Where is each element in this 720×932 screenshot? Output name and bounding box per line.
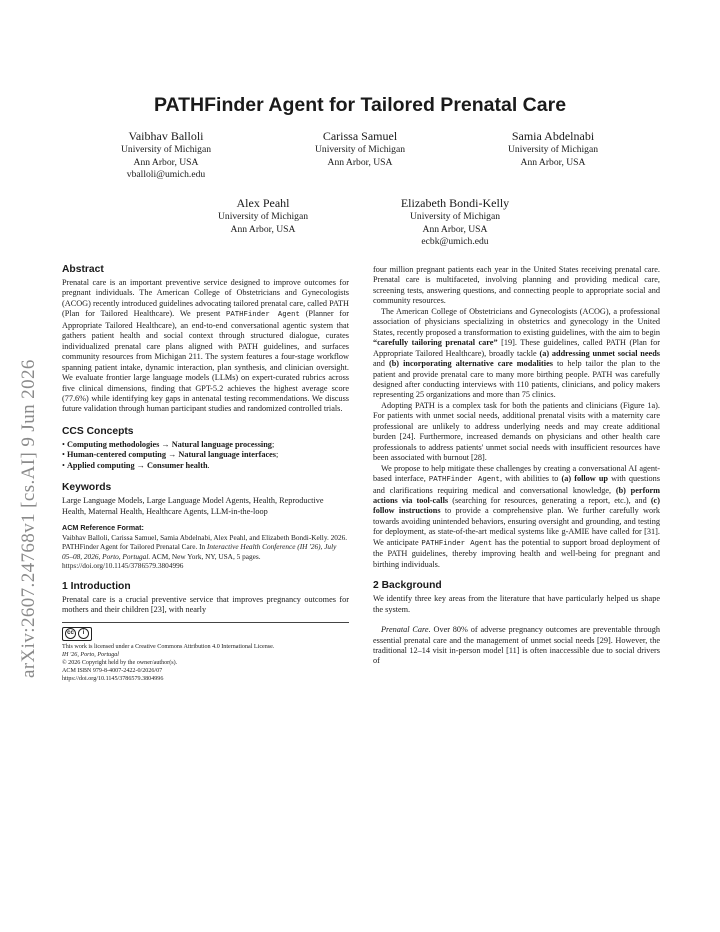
author-name: Vaibhav Balloli bbox=[128, 129, 204, 143]
author-block bbox=[76, 129, 256, 182]
keywords-heading: Keywords bbox=[62, 482, 112, 494]
intro-continued: four million pregnant patients each year in the United States receiving prenatal care. Prenatal care is multifaceted, involving planning and providing medical care, screening tests, answering questions, and connecting people to appropriate social and community resources. bbox=[373, 265, 660, 306]
section-introduction-heading: 1 Introduction bbox=[62, 580, 131, 592]
author-name: Samia Abdelnabi bbox=[511, 129, 595, 143]
author-location: Ann Arbor, USA bbox=[133, 156, 199, 168]
author-name: Carissa Samuel bbox=[322, 129, 398, 143]
author-location: Ann Arbor, USA bbox=[422, 223, 488, 235]
ccs-item: • Applied computing → Consumer health. bbox=[62, 460, 210, 470]
intro-paragraph-proposal: We propose to help mitigate these challenges by creating a conversational AI agent-based interface, PATHFinder Agent, with abilities to (a) follow up with questions and clarifications requiring medical and conversational knowledge, (b) perform actions via tool-calls (searching for resources, generating a report, etc.), and (c) follow instructions to provide a comprehensive plan. We further carefully work towards avoiding unintended behaviors, ensuring oversight and grounding, and testing for deployment, as state-of-the-art medical systems like g-AMIE have called for [31]. We anticipate PATHFinder Agent has the potential to support broad deployment of the PATH guidelines, thereby improving health and well-being for pregnant and birthing individuals. bbox=[373, 463, 661, 569]
footnote-rule bbox=[62, 622, 349, 623]
author-affiliation: University of Michigan bbox=[120, 144, 212, 155]
ccs-list bbox=[62, 440, 349, 471]
acm-ref-text: Vaibhav Balloli, Carissa Samuel, Samia Abdelnabi, Alex Peahl, and Elizabeth Bondi-Kelly. 2026. PATHFinder Agent for Tailored Prenatal Care. In Interactive Health Conference (IH '26), July 05–08, 2026, Porto, Portugal. ACM, New York, NY, USA, 5 pages. https://doi.org/10.1145/3786579.3804996 bbox=[62, 533, 348, 570]
author-name: Alex Peahl bbox=[236, 196, 290, 210]
system-name: PATHFinder Agent bbox=[226, 311, 300, 320]
ccs-item: • Human-centered computing → Natural language interfaces; bbox=[62, 450, 279, 460]
author-location: Ann Arbor, USA bbox=[230, 223, 296, 235]
acm-ref-heading: ACM Reference Format: bbox=[62, 523, 144, 533]
arxiv-identifier: arXiv:2607.24768v1 [cs.AI] 9 Jun 2026 bbox=[18, 359, 39, 678]
author-affiliation: University of Michigan bbox=[314, 144, 406, 155]
paper-title: PATHFinder Agent for Tailored Prenatal Care bbox=[153, 94, 567, 116]
doi-link[interactable]: https://doi.org/10.1145/3786579.3804996 bbox=[62, 675, 164, 682]
intro-paragraph-challenges: Adopting PATH is a complex task for both the patients and clinicians (Figure 1a). For patients with unmet social needs, additional prenatal visits with a maternity care professional are unlikely to address underlying needs and may create additional burden [24]. Furthermore, increased demands on physicians and other health care professionals to address patients' unmet social needs with insufficient resources have been associated with burnout [28]. bbox=[373, 400, 660, 463]
background-prenatal-care: Prenatal Care. Over 80% of adverse pregnancy outcomes are preventable through essential prenatal care and the management of unmet social needs [29]. However, the traditional 12–14 visit in-person model [11] is often inaccessible due to social drivers of bbox=[373, 625, 660, 666]
author-location: Ann Arbor, USA bbox=[520, 156, 586, 168]
left-column bbox=[62, 263, 349, 683]
author-location: Ann Arbor, USA bbox=[327, 156, 393, 168]
intro-paragraph-acog: The American College of Obstetricians and Gynecologists (ACOG), a professional association of physicians specializing in obstetrics and gynecology in the United States, recently proposed a transformation to existing guidelines, with the aim to begin “carefully tailoring prenatal care” [19]. These guidelines, called PATH (Plan for Appropriate Tailored Healthcare), broadly tackle (a) addressing unmet social needs and (b) incorporating alternative care modalities to help tailor the plan to the patient and provide prenatal care to many more birthing people. PATH was carefully designed after conducting interviews with 110 patients, clinicians, and policy makers representing 25 organizations and more than 75 clinics. bbox=[373, 306, 660, 400]
author-affiliation: University of Michigan bbox=[507, 144, 599, 155]
author-name: Elizabeth Bondi-Kelly bbox=[400, 196, 510, 210]
abstract-text: Prenatal care is an important preventive service designed to improve outcomes for pregnant individuals. The American College of Obstetricians and Gynecologists (ACOG) recently introduced guidelines advocating tailored prenatal care, called PATH (Plan for Tailored Healthcare). We present PATHFinder Agent (Planner for Appropriate Tailored Healthcare), an end-to-end conversational agentic system that gathers patient health and social context through structured dialogue, curates individualized prenatal care plans aligned with PATH guidelines, and surfaces community resources from Michigan 211. The system features a four-stage workflow spanning patient intake, dynamic interaction, plan synthesis, and clinician oversight. We evaluate frontier large language models (LLMs) on expert-curated rubrics across five clinical dimensions, finding that GPT-5.2 achieves the highest average score (77.6%) while identifying key gaps in antenatal testing recommendations. We discuss future validation through human participant studies and randomized controlled trials. bbox=[62, 278, 349, 414]
author-email[interactable]: ecbk@umich.edu bbox=[421, 236, 489, 248]
section-background-heading: 2 Background bbox=[373, 580, 442, 592]
author-email[interactable]: vballoli@umich.edu bbox=[126, 169, 206, 181]
author-block bbox=[365, 196, 545, 249]
right-column bbox=[373, 265, 660, 667]
keywords-text: Large Language Models, Large Language Model Agents, Health, Reproductive Health, Maternal Health, Healthcare Agents, LLM-in-the-loop bbox=[62, 496, 324, 516]
author-block bbox=[463, 129, 643, 169]
background-intro: We identify three key areas from the literature that have particularly helped us shape the system. bbox=[373, 594, 660, 614]
author-affiliation: University of Michigan bbox=[409, 211, 501, 222]
abstract-heading: Abstract bbox=[62, 264, 104, 275]
intro-text: Prenatal care is a crucial preventive service that improves pregnancy outcomes for mothers and their children [23], with nearly bbox=[62, 594, 349, 615]
author-block bbox=[270, 129, 450, 169]
author-block bbox=[173, 196, 353, 236]
ccs-heading: CCS Concepts bbox=[62, 425, 134, 437]
license-notice: This work is licensed under a Creative Commons Attribution 4.0 International License. IH '26, Porto, Portugal © 2026 Copyright held by the owner/author(s). ACM ISBN 979-8-4007-2422-0/2026/07 https://doi.org/10.1145/3786579.3804996 bbox=[62, 644, 349, 684]
cc-by-license-icon[interactable]: cc i bbox=[62, 627, 92, 641]
author-affiliation: University of Michigan bbox=[217, 211, 309, 222]
ccs-item: • Computing methodologies → Natural language processing; bbox=[62, 439, 275, 449]
